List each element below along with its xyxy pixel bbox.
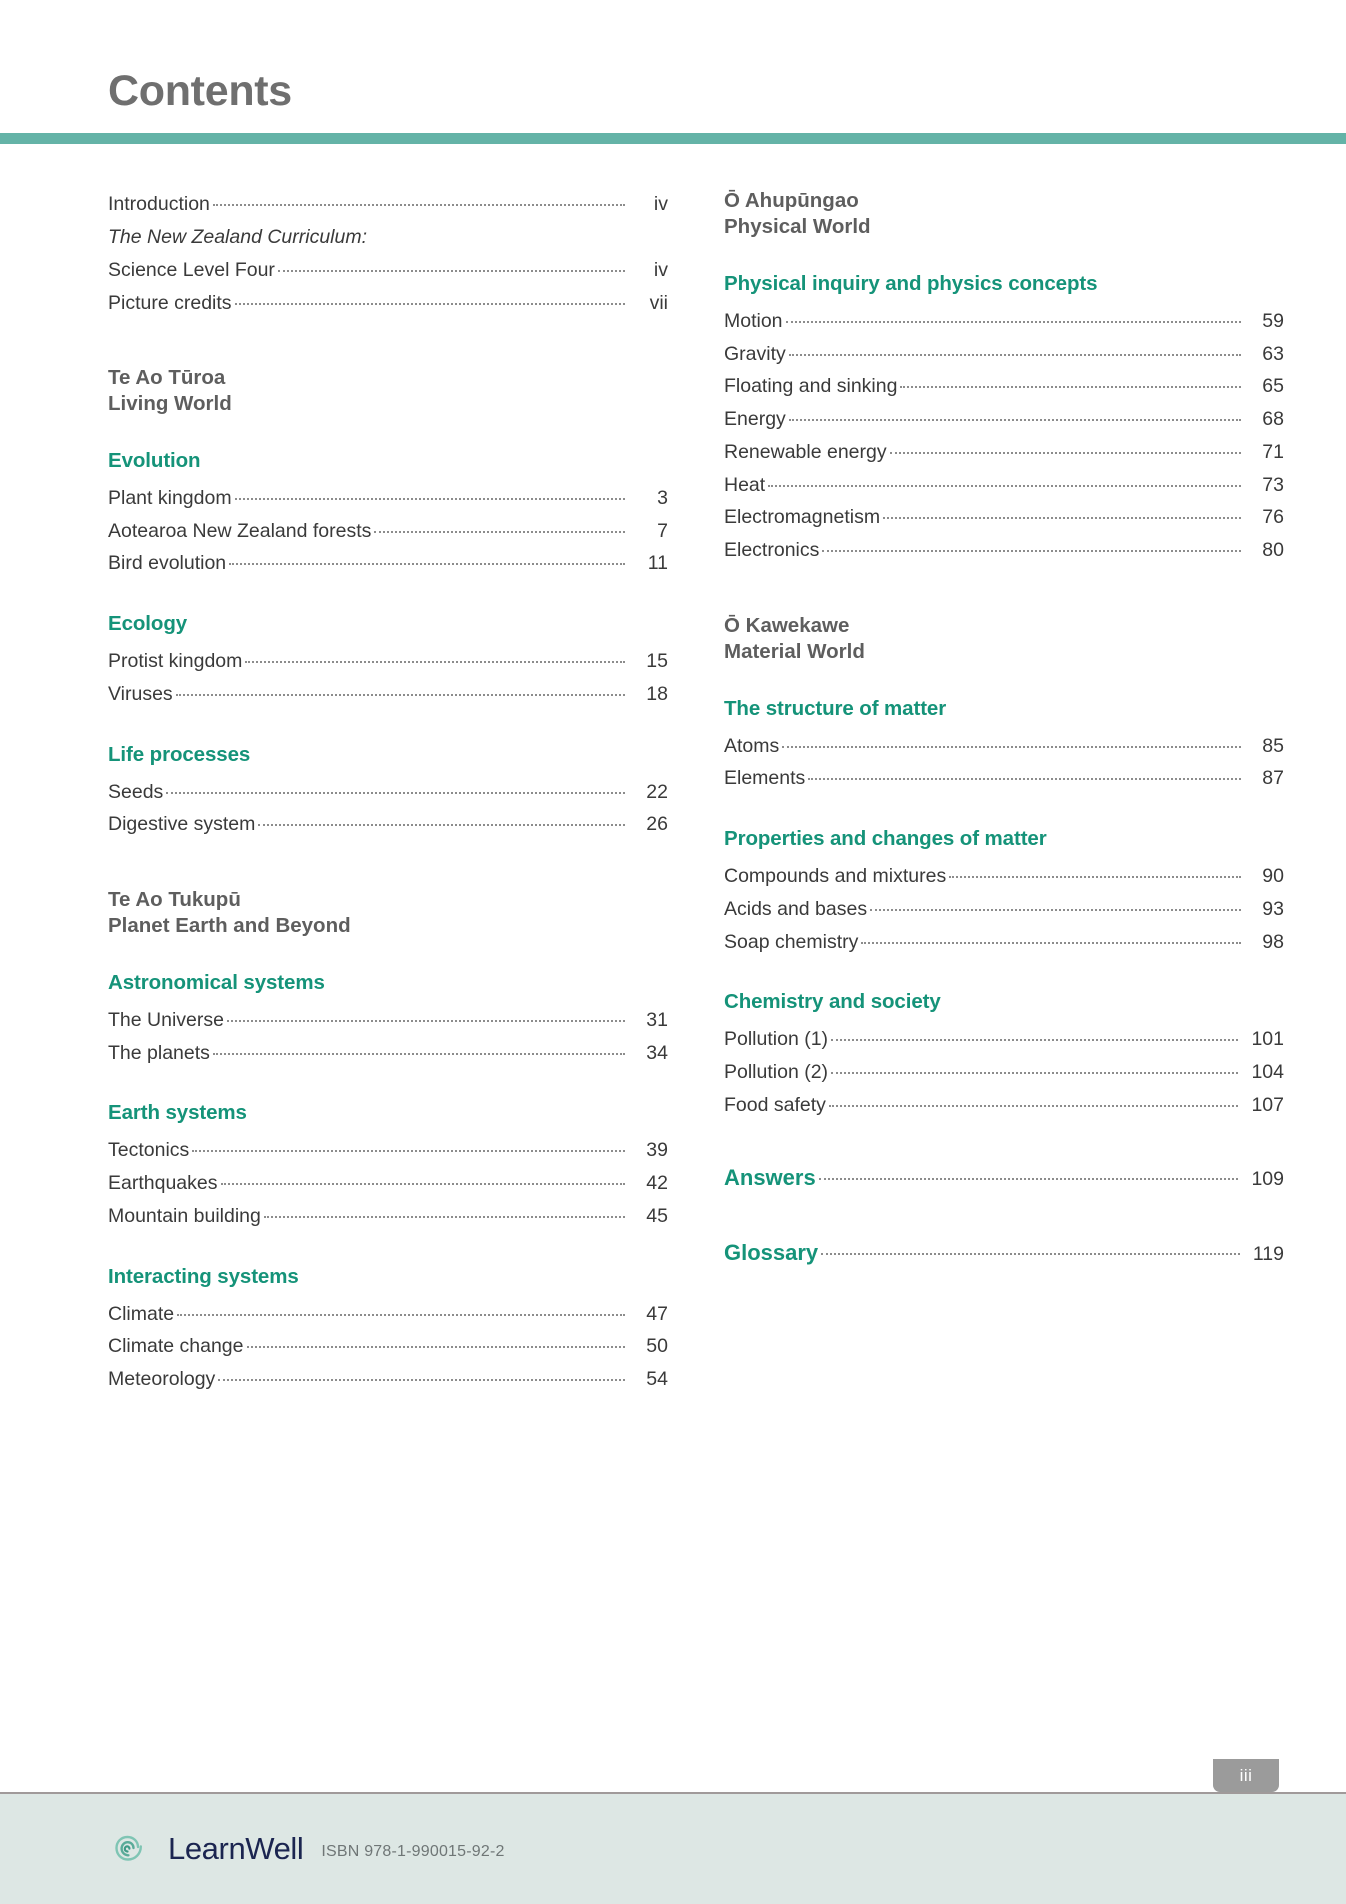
toc-entry[interactable] (108, 1134, 668, 1167)
toc-entry-label: Compounds and mixtures (724, 865, 947, 888)
strand-heading-english: Physical World (724, 215, 871, 239)
toc-entry[interactable] (724, 534, 1284, 567)
toc-entry-label: Renewable energy (724, 440, 887, 463)
toc-dot-leader (166, 792, 625, 794)
section-heading: Evolution (108, 448, 201, 472)
learnwell-wordmark: LearnWell (168, 1831, 304, 1866)
toc-entry-page-number: 3 (657, 486, 668, 509)
toc-entry-label: Glossary (724, 1239, 819, 1265)
toc-entry-page-number: 63 (1262, 342, 1284, 365)
toc-entry-page-number: 68 (1262, 408, 1284, 431)
toc-entry[interactable] (724, 1023, 1284, 1056)
toc-entry-label: Picture credits (108, 291, 232, 314)
strand-heading-maori: Te Ao Tukupū (108, 888, 241, 912)
toc-block (724, 613, 1284, 1122)
toc-dot-leader (192, 1150, 625, 1152)
toc-entry[interactable] (108, 645, 668, 678)
toc-entry-page-number: 26 (646, 813, 668, 836)
left-column (108, 188, 668, 1396)
toc-entry-label: Science Level Four (108, 258, 275, 281)
strand-heading-maori: Ō Kawekawe (724, 613, 850, 637)
toc-entry-page-number: 85 (1262, 734, 1284, 757)
toc-dot-leader (890, 452, 1241, 454)
section-heading: Earth systems (108, 1101, 247, 1125)
toc-entry-page-number: iv (653, 193, 668, 216)
toc-entry-label: Gravity (724, 342, 786, 365)
toc-block (108, 365, 668, 841)
toc-entry-page-number: 45 (646, 1204, 668, 1227)
toc-entry-page-number: 42 (646, 1172, 668, 1195)
toc-dot-leader (789, 419, 1241, 421)
toc-entry-label: Answers (724, 1164, 816, 1190)
toc-entry-label: Seeds (108, 780, 164, 803)
right-column (724, 188, 1284, 1396)
toc-dot-leader (177, 1314, 625, 1316)
toc-entry-page-number: 101 (1251, 1028, 1284, 1051)
toc-dot-leader (883, 517, 1241, 519)
section-heading: The structure of matter (724, 696, 947, 720)
toc-dot-leader (176, 694, 625, 696)
toc-entry-label: Mountain building (108, 1204, 261, 1227)
toc-entry-page-number: 18 (646, 682, 668, 705)
toc-entry-label: Atoms (724, 734, 780, 757)
toc-dot-leader (374, 531, 625, 533)
toc-entry[interactable] (108, 776, 668, 809)
toc-entry-label: Meteorology (108, 1368, 216, 1391)
toc-entry[interactable] (108, 1330, 668, 1363)
toc-dot-leader (861, 942, 1241, 944)
toc-major-entry[interactable] (724, 1160, 1284, 1197)
toc-block (108, 887, 668, 1396)
toc-entry[interactable] (724, 926, 1284, 959)
toc-entry[interactable] (108, 678, 668, 711)
toc-entry-page-number: 98 (1262, 930, 1284, 953)
toc-entry-page-number: 54 (646, 1368, 668, 1391)
strand-heading (724, 613, 1284, 665)
section-heading: Astronomical systems (108, 970, 325, 994)
toc-entry-page-number: 11 (647, 552, 668, 575)
toc-dot-leader (247, 1346, 626, 1348)
toc-entry[interactable] (108, 1298, 668, 1331)
toc-dot-leader (245, 661, 625, 663)
toc-entry[interactable] (108, 254, 668, 287)
toc-entry-label: Protist kingdom (108, 650, 243, 673)
toc-dot-leader (227, 1020, 625, 1022)
toc-entry-page-number: 22 (646, 780, 668, 803)
toc-entry-label: Heat (724, 473, 766, 496)
toc-dot-leader (258, 824, 625, 826)
strand-heading-maori: Ō Ahupūngao (724, 189, 859, 213)
toc-entry[interactable] (108, 1167, 668, 1200)
toc-entry-page-number: 107 (1251, 1093, 1284, 1116)
toc-entry-page-number: 80 (1262, 539, 1284, 562)
toc-dot-leader (235, 303, 625, 305)
section-heading: Ecology (108, 612, 188, 636)
toc-entry-page-number: iv (653, 258, 668, 281)
toc-block (724, 1160, 1284, 1272)
page-title: Contents (108, 67, 292, 115)
learnwell-spiral-icon (108, 1828, 150, 1870)
section-heading: Interacting systems (108, 1264, 299, 1288)
toc-entry-page-number: 59 (1262, 309, 1284, 332)
toc-dot-leader (278, 270, 625, 272)
toc-dot-leader (808, 778, 1241, 780)
toc-entry[interactable] (724, 305, 1284, 338)
page-number-badge: iii (1213, 1759, 1279, 1792)
toc-entry[interactable] (724, 730, 1284, 763)
section-heading: Life processes (108, 742, 251, 766)
toc-entry[interactable] (724, 501, 1284, 534)
toc-entry-label: Tectonics (108, 1139, 190, 1162)
toc-entry-label: Pollution (2) (724, 1061, 829, 1084)
toc-entry[interactable] (108, 188, 668, 221)
toc-entry[interactable] (724, 893, 1284, 926)
toc-dot-leader (235, 498, 625, 500)
section-heading: Physical inquiry and physics concepts (724, 271, 1098, 295)
toc-entry[interactable] (108, 1363, 668, 1396)
section-heading: Properties and changes of matter (724, 827, 1047, 851)
toc-entry-label: The planets (108, 1041, 210, 1064)
toc-entry-page-number: vii (649, 291, 668, 314)
toc-dot-leader (218, 1379, 625, 1381)
toc-dot-leader (831, 1072, 1238, 1074)
toc-entry-label: Plant kingdom (108, 486, 232, 509)
toc-entry[interactable] (108, 515, 668, 548)
toc-entry-label: Energy (724, 408, 786, 431)
toc-block (724, 188, 1284, 567)
toc-entry-label: Earthquakes (108, 1172, 218, 1195)
toc-entry-page-number: 119 (1252, 1242, 1284, 1265)
toc-entry[interactable] (724, 762, 1284, 795)
toc-entry[interactable] (108, 808, 668, 841)
toc-entry[interactable] (108, 1004, 668, 1037)
toc-major-entry[interactable] (724, 1235, 1284, 1272)
toc-entry[interactable] (724, 403, 1284, 436)
toc-dot-leader (786, 321, 1241, 323)
toc-entry-label: Introduction (108, 193, 210, 216)
toc-entry[interactable] (108, 287, 668, 320)
toc-dot-leader (229, 563, 625, 565)
toc-entry-label: Viruses (108, 682, 173, 705)
toc-dot-leader (819, 1178, 1239, 1180)
toc-entry-label: Climate change (108, 1335, 244, 1358)
footer-band (0, 1792, 1346, 1904)
toc-entry-page-number: 39 (646, 1139, 668, 1162)
toc-dot-leader (870, 909, 1241, 911)
toc-entry[interactable] (724, 338, 1284, 371)
toc-entry-page-number: 93 (1262, 897, 1284, 920)
toc-entry[interactable] (724, 469, 1284, 502)
toc-entry[interactable] (724, 1089, 1284, 1122)
title-divider-rule (0, 133, 1346, 144)
toc-dot-leader (949, 876, 1241, 878)
toc-dot-leader (782, 746, 1241, 748)
toc-entry-label: Motion (724, 309, 783, 332)
toc-entry-label: Digestive system (108, 813, 256, 836)
toc-dot-leader (831, 1039, 1238, 1041)
toc-entry-label: Bird evolution (108, 552, 227, 575)
isbn-text: ISBN 978-1-990015-92-2 (321, 1843, 505, 1860)
toc-entry-page-number: 109 (1251, 1167, 1284, 1190)
toc-entry-page-number: 76 (1262, 506, 1284, 529)
toc-entry[interactable] (724, 1056, 1284, 1089)
toc-entry-page-number: 90 (1262, 865, 1284, 888)
toc-entry-label: Acids and bases (724, 897, 868, 920)
toc-entry-label: The Universe (108, 1008, 224, 1031)
toc-entry-label: Floating and sinking (724, 375, 898, 398)
toc-dot-leader (789, 354, 1241, 356)
toc-entry[interactable] (108, 1200, 668, 1233)
toc-entry-page-number: 104 (1251, 1061, 1284, 1084)
toc-entry-label: Electronics (724, 539, 820, 562)
toc-entry-page-number: 71 (1262, 440, 1284, 463)
toc-entry[interactable] (108, 1037, 668, 1070)
toc-entry-label: Pollution (1) (724, 1028, 829, 1051)
toc-entry-label-line1: The New Zealand Curriculum: (108, 226, 368, 249)
toc-dot-leader (213, 204, 625, 206)
strand-heading-english: Living World (108, 392, 232, 416)
toc-entry[interactable] (724, 436, 1284, 469)
toc-dot-leader (821, 1253, 1240, 1255)
toc-entry-label: Aotearoa New Zealand forests (108, 519, 372, 542)
toc-entry-page-number: 31 (646, 1008, 668, 1031)
toc-entry-label: Electromagnetism (724, 506, 881, 529)
toc-dot-leader (822, 550, 1241, 552)
toc-entry[interactable] (724, 860, 1284, 893)
toc-entry-page-number: 50 (646, 1335, 668, 1358)
section-heading: Chemistry and society (724, 990, 941, 1014)
strand-heading-english: Material World (724, 639, 865, 663)
toc-entry-page-number: 47 (646, 1302, 668, 1325)
strand-heading-maori: Te Ao Tūroa (108, 366, 226, 390)
toc-entry-page-number: 34 (646, 1041, 668, 1064)
toc-dot-leader (900, 386, 1241, 388)
toc-entry-label: Elements (724, 767, 806, 790)
toc-entry[interactable] (724, 370, 1284, 403)
toc-dot-leader (829, 1105, 1239, 1107)
toc-dot-leader (768, 485, 1241, 487)
contents-columns (0, 144, 1346, 1396)
toc-block (108, 188, 668, 319)
toc-dot-leader (213, 1053, 625, 1055)
toc-entry-label: Climate (108, 1302, 175, 1325)
toc-entry-page-number: 65 (1262, 375, 1284, 398)
toc-entry-page-number: 87 (1262, 767, 1284, 790)
toc-dot-leader (264, 1216, 625, 1218)
toc-entry[interactable] (108, 482, 668, 515)
toc-dot-leader (221, 1183, 626, 1185)
toc-entry-page-number: 7 (657, 519, 668, 542)
toc-entry-label: Food safety (724, 1093, 826, 1116)
strand-heading (108, 887, 668, 939)
strand-heading-english: Planet Earth and Beyond (108, 914, 351, 938)
toc-entry-page-number: 73 (1262, 473, 1284, 496)
toc-entry-label: Soap chemistry (724, 930, 859, 953)
toc-entry[interactable] (108, 547, 668, 580)
page-header (0, 0, 1346, 115)
toc-entry-page-number: 15 (646, 650, 668, 673)
strand-heading (724, 188, 1284, 240)
strand-heading (108, 365, 668, 417)
